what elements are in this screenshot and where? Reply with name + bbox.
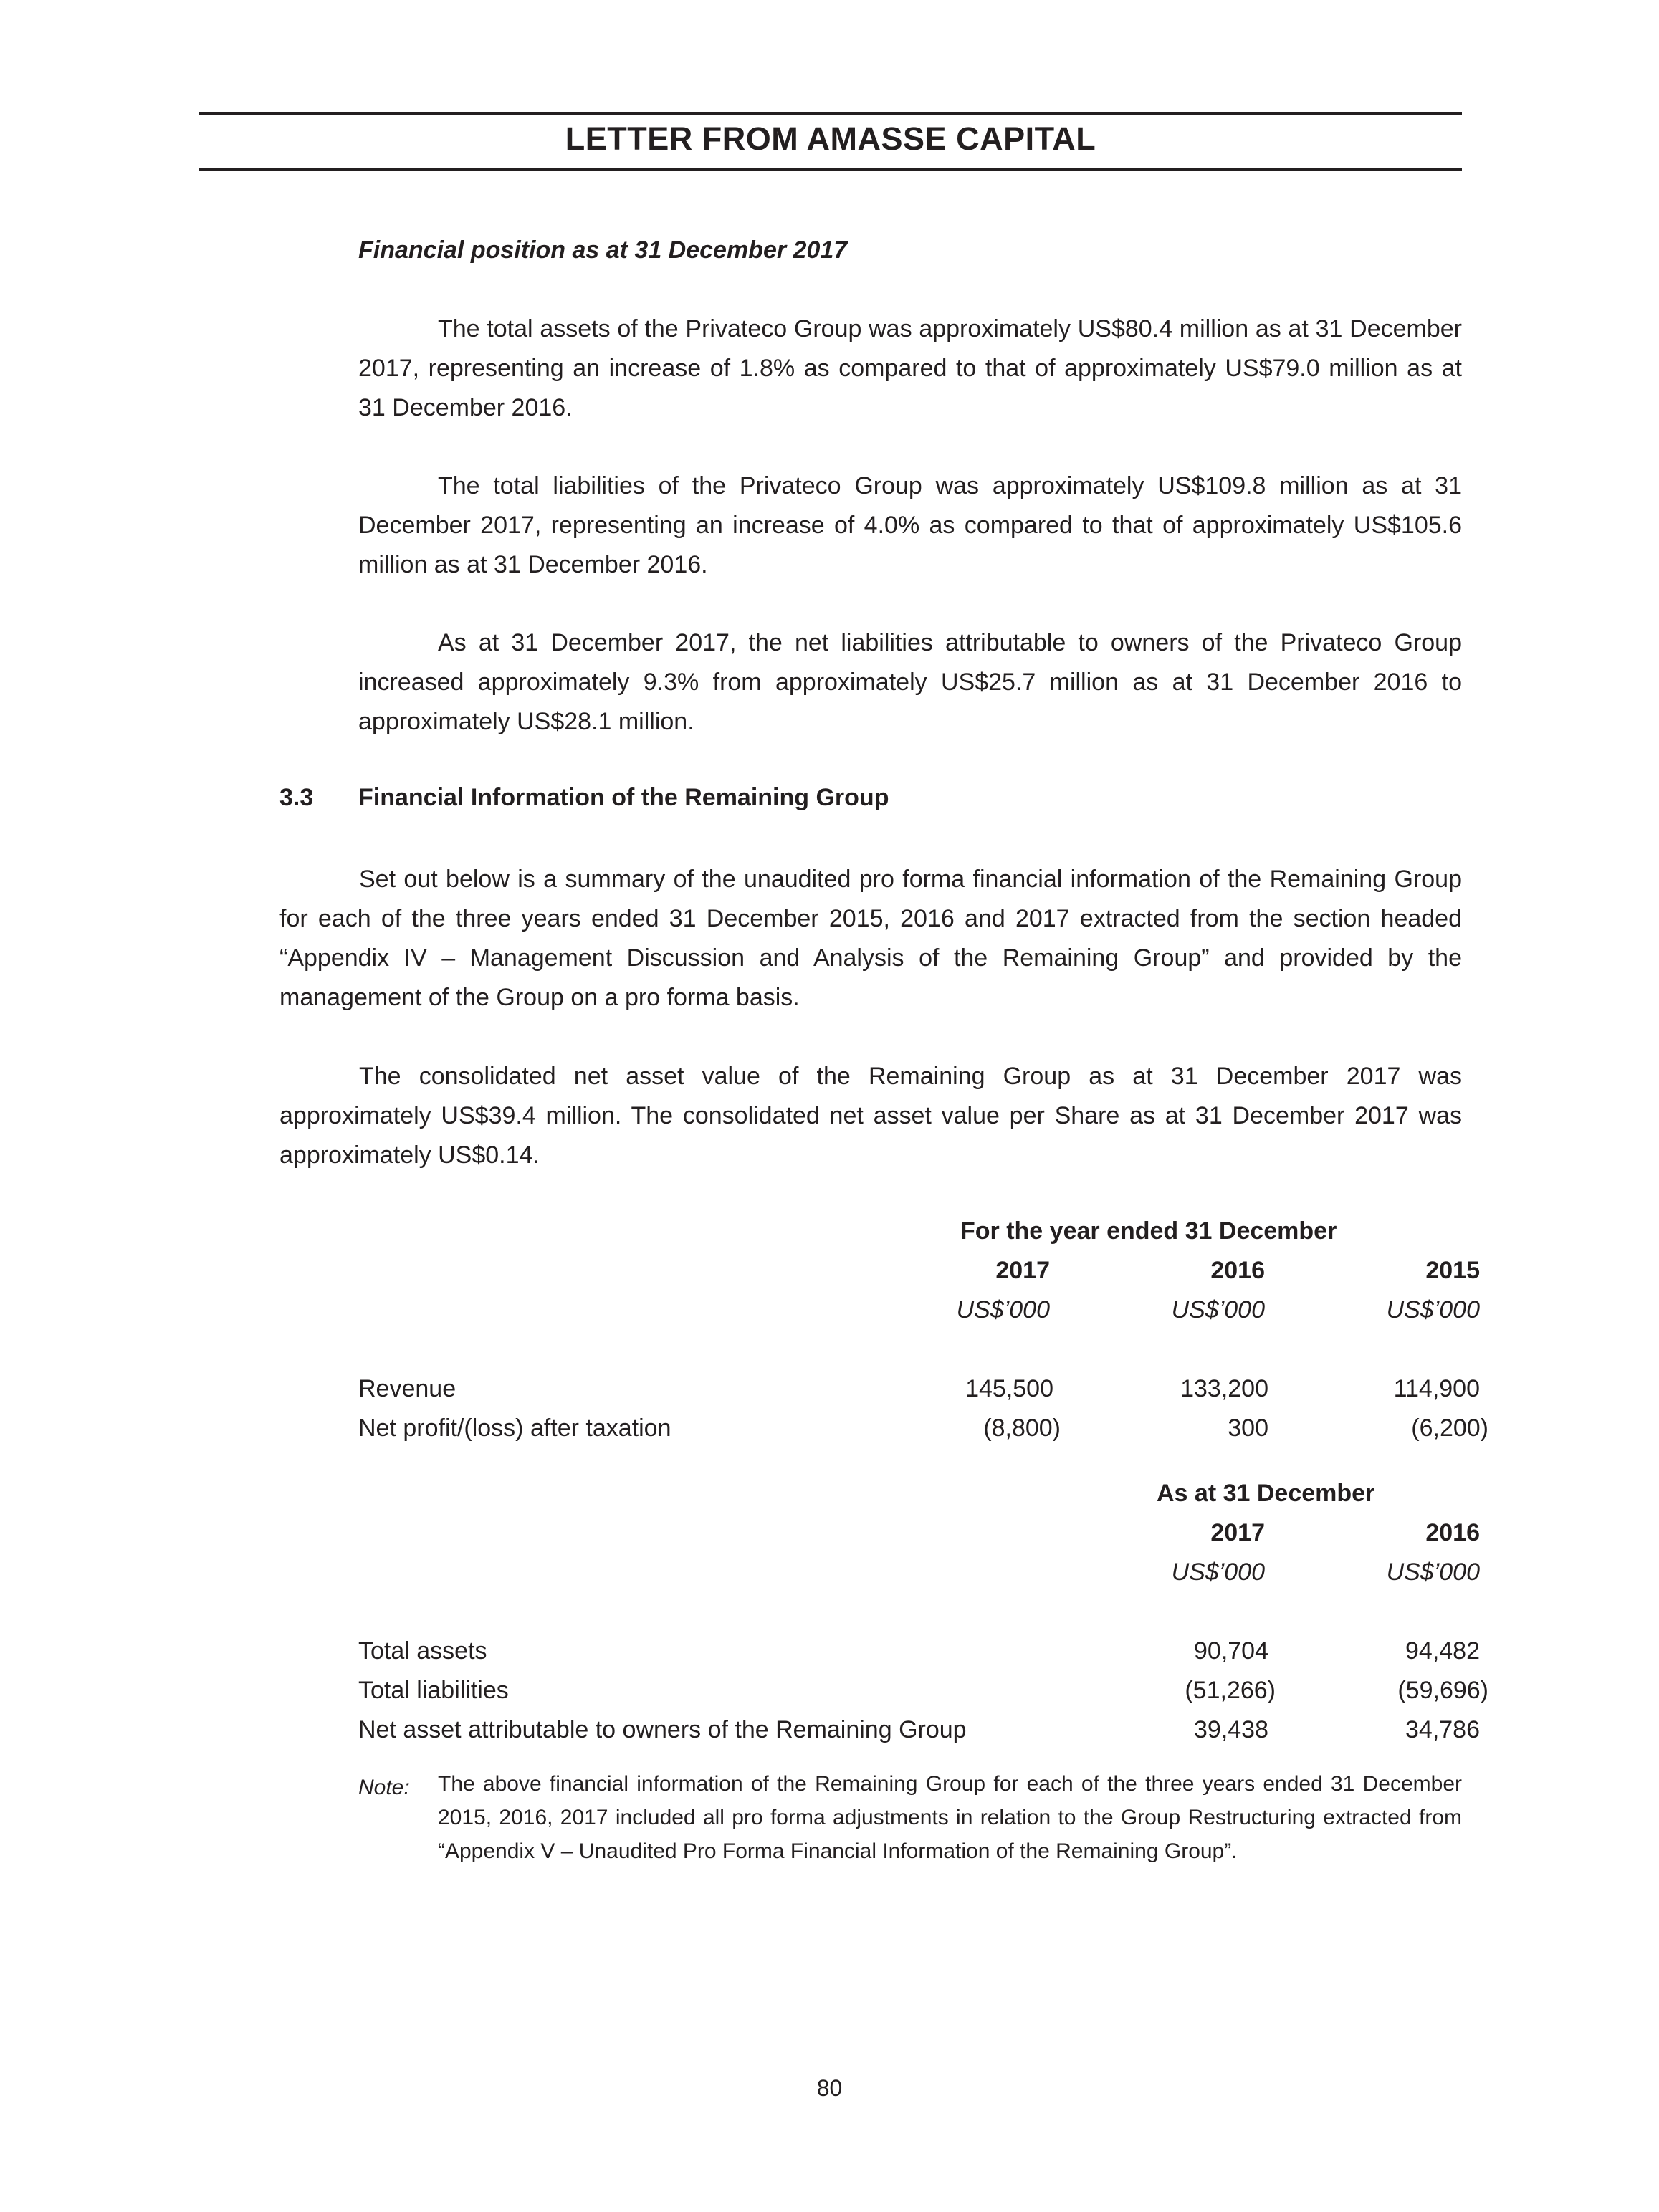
net-asset-value-paragraph: The consolidated net asset value of the Remaining Group as at 31 December 2017 was approximately US$39.4 million. The consolidated net asset value per Share as at 31 December 2017 was approximately US$0.14. — [279, 1063, 1462, 1169]
total-liabilities-2016-value: (59,696) — [1397, 1677, 1488, 1704]
income-year-2015: 2015 — [1425, 1257, 1480, 1284]
balance-unit-2017: US$’000 — [1171, 1559, 1265, 1586]
balance-row-label-total-assets: Total assets — [358, 1637, 487, 1665]
net-asset-2017-value: 39,438 — [1194, 1716, 1268, 1743]
note-text: The above financial information of the Remaining Group for each of the three years ended 31 December 2015, 2016, 2017 included all pro forma adjustments in relation to the Group Restructuring extracted from “Appendix V – Unaudited Pro Forma Financial Information of the Remaining Group”. — [438, 1772, 1462, 1863]
income-table-group-header: For the year ended 31 December — [960, 1217, 1337, 1245]
income-unit-2016: US$’000 — [1171, 1296, 1265, 1323]
header-top-rule — [199, 112, 1462, 115]
income-row-label-net-profit: Net profit/(loss) after taxation — [358, 1414, 671, 1442]
note-label: Note: — [358, 1776, 410, 1799]
balance-year-2017: 2017 — [1210, 1519, 1265, 1546]
financial-position-heading: Financial position as at 31 December 2017 — [358, 236, 848, 264]
page-number: 80 — [816, 2075, 843, 2101]
net-asset-2016-value: 34,786 — [1405, 1716, 1480, 1743]
income-unit-2017: US$’000 — [956, 1296, 1050, 1323]
balance-unit-2016: US$’000 — [1386, 1559, 1480, 1586]
header-bottom-rule — [199, 168, 1462, 171]
total-liabilities-2017-value: (51,266) — [1185, 1677, 1276, 1704]
net-profit-2016-value: 300 — [1228, 1414, 1268, 1442]
balance-row-label-net-asset: Net asset attributable to owners of the Remaining Group — [358, 1716, 967, 1743]
total-assets-2016-value: 94,482 — [1405, 1637, 1480, 1665]
summary-intro-paragraph: Set out below is a summary of the unaudited pro forma financial information of the Remaining Group for each of the three years ended 31 December 2015, 2016 and 2017 extracted from the section headed “Appendix IV – Management Discussion and Analysis of the Remaining Group” and provided by the management of the Group on a pro forma basis. — [279, 866, 1462, 1011]
income-row-label-revenue: Revenue — [358, 1375, 456, 1402]
net-profit-2015-value: (6,200) — [1411, 1414, 1488, 1442]
total-assets-paragraph: The total assets of the Privateco Group was approximately US$80.4 million as at 31 December 2017, representing an increase of 1.8% as compared to that of approximately US$79.0 million as at 31 December 2016. — [358, 315, 1462, 421]
total-assets-2017-value: 90,704 — [1194, 1637, 1268, 1665]
balance-table-group-header: As at 31 December — [1157, 1480, 1375, 1507]
revenue-2015-value: 114,900 — [1393, 1375, 1480, 1402]
section-title: Financial Information of the Remaining Group — [358, 784, 889, 811]
net-liabilities-paragraph: As at 31 December 2017, the net liabilities attributable to owners of the Privateco Group increased approximately 9.3% from approximately US$25.7 million as at 31 December 2016 to approximately US$28.1 million. — [358, 629, 1462, 735]
total-liabilities-paragraph: The total liabilities of the Privateco Group was approximately US$109.8 million as at 31 December 2017, representing an increase of 4.0% as compared to that of approximately US$105.6 million as at 31 December 2016. — [358, 472, 1462, 578]
net-profit-2017-value: (8,800) — [983, 1414, 1061, 1442]
income-unit-2015: US$’000 — [1386, 1296, 1480, 1323]
page-header-title: LETTER FROM AMASSE CAPITAL — [565, 120, 1096, 157]
income-year-2017: 2017 — [995, 1257, 1050, 1284]
income-year-2016: 2016 — [1210, 1257, 1265, 1284]
revenue-2016-value: 133,200 — [1180, 1375, 1268, 1402]
revenue-2017-value: 145,500 — [965, 1375, 1053, 1402]
balance-row-label-total-liabilities: Total liabilities — [358, 1677, 509, 1704]
balance-year-2016: 2016 — [1425, 1519, 1480, 1546]
section-number: 3.3 — [279, 784, 314, 811]
